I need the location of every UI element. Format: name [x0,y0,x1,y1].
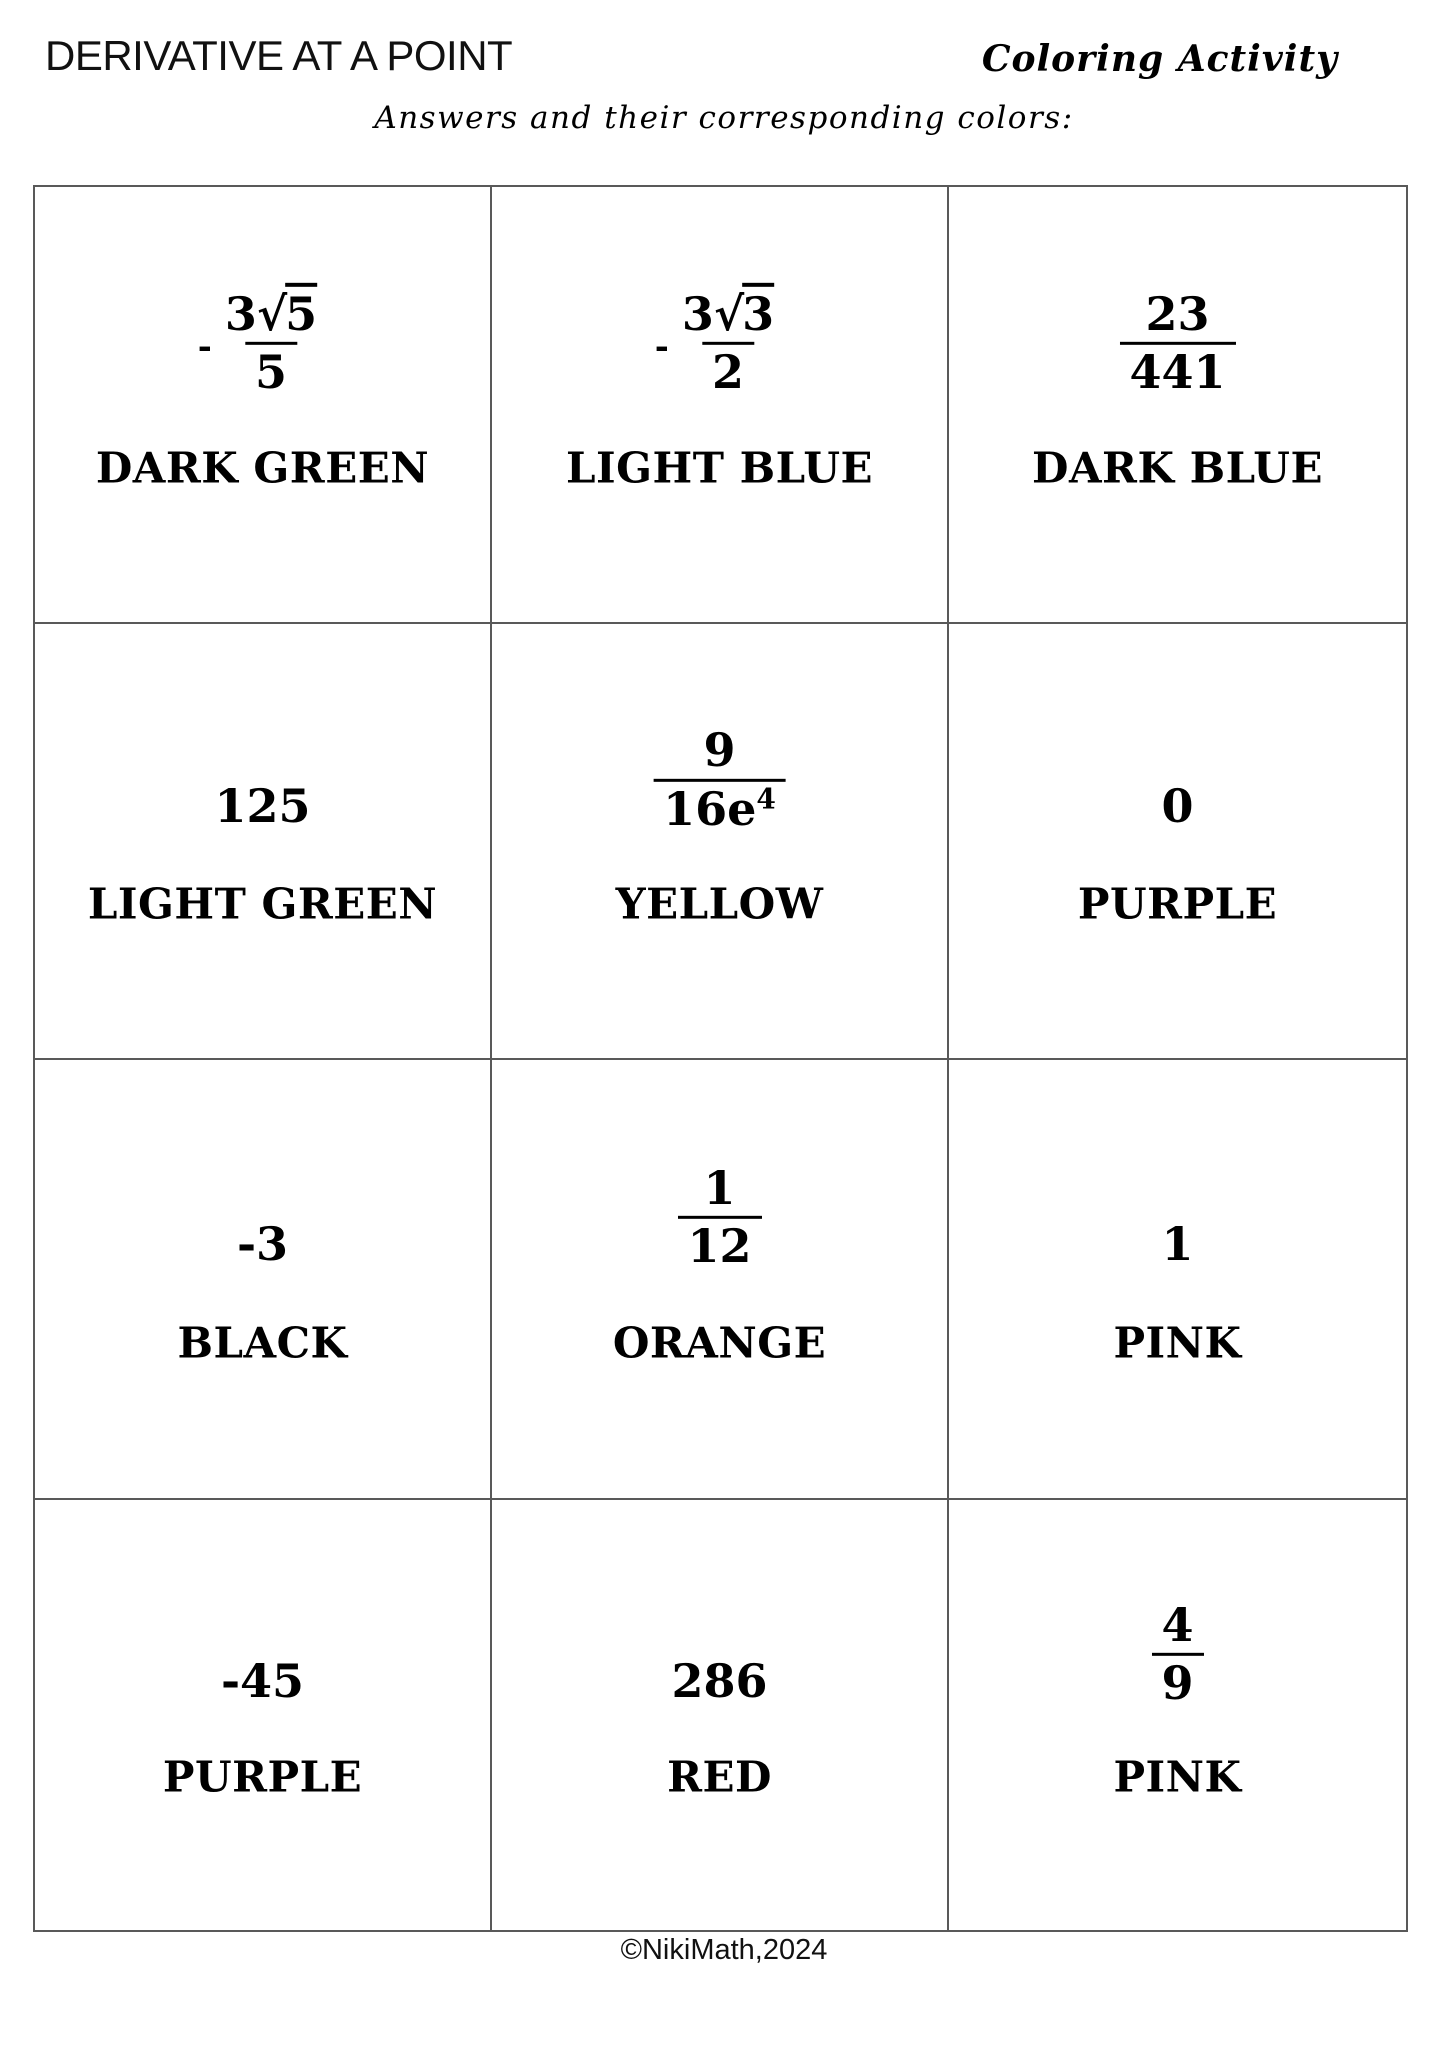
coefficient: 3 [224,286,257,341]
color-name: YELLOW [615,879,824,929]
numerator: 23 [1145,286,1210,341]
denominator: 9 [1151,1653,1203,1709]
radicand: 5 [285,286,318,341]
coefficient: 3 [681,286,714,341]
math-expression [677,1160,761,1274]
fraction [653,723,786,836]
minus-sign: - [654,326,669,367]
answer-cell [492,187,949,624]
numerator [672,286,784,342]
color-name: LIGHT GREEN [87,879,438,929]
subtitle: Answers and their corresponding colors: [374,100,1074,136]
radicand: 3 [742,286,775,341]
color-name: DARK GREEN [95,443,430,493]
fraction [672,286,784,400]
denominator: 2 [702,342,754,398]
answer-cell [492,624,949,1060]
numerator: 1 [703,1160,736,1215]
math-expression [1151,1597,1203,1711]
color-name: LIGHT BLUE [566,443,873,493]
math-expression: -3 [236,1216,289,1271]
math-expression [197,286,327,400]
answer-cell [949,187,1406,624]
math-expression: -45 [220,1653,305,1708]
fraction [215,286,327,400]
math-expression [1119,286,1235,400]
fraction [1151,1597,1203,1711]
answer-cell [949,1060,1406,1500]
answer-cell [492,1500,949,1930]
math-expression [653,723,786,836]
color-name: PINK [1113,1318,1242,1367]
numerator [215,286,327,342]
answer-cell [35,187,492,624]
numerator: 9 [703,723,736,778]
denominator [653,779,786,835]
answer-cell [492,1060,949,1500]
copyright: ©NikiMath,2024 [620,1934,828,1966]
answer-cell [35,1060,492,1500]
color-name: DARK BLUE [1032,443,1323,493]
activity-label: Coloring Activity [981,38,1338,80]
math-expression [654,286,784,400]
fraction [1119,286,1235,400]
denominator: 12 [677,1216,761,1272]
numerator: 4 [1161,1597,1194,1652]
math-expression: 286 [671,1653,768,1708]
color-name: PURPLE [162,1752,363,1802]
denominator: 441 [1119,342,1235,398]
answer-cell [949,1500,1406,1930]
answer-cell [35,1500,492,1930]
radical-sign: √ [256,286,286,341]
color-name: PINK [1113,1752,1242,1802]
radical-sign: √ [713,286,743,341]
exponent: 4 [756,782,776,816]
math-expression: 125 [214,779,311,834]
color-name: RED [667,1752,772,1802]
color-name: BLACK [177,1318,348,1367]
answers-table [33,185,1408,1932]
color-name: PURPLE [1077,879,1278,929]
answer-cell [949,624,1406,1060]
fraction [677,1160,761,1274]
color-name: ORANGE [612,1318,827,1367]
denominator: 5 [245,342,297,398]
answer-cell [35,624,492,1060]
math-expression: 0 [1161,779,1194,834]
denominator-base: 16e [663,781,757,836]
page-title: DERIVATIVE AT A POINT [45,32,513,79]
minus-sign: - [197,326,212,367]
math-expression: 1 [1161,1216,1194,1271]
